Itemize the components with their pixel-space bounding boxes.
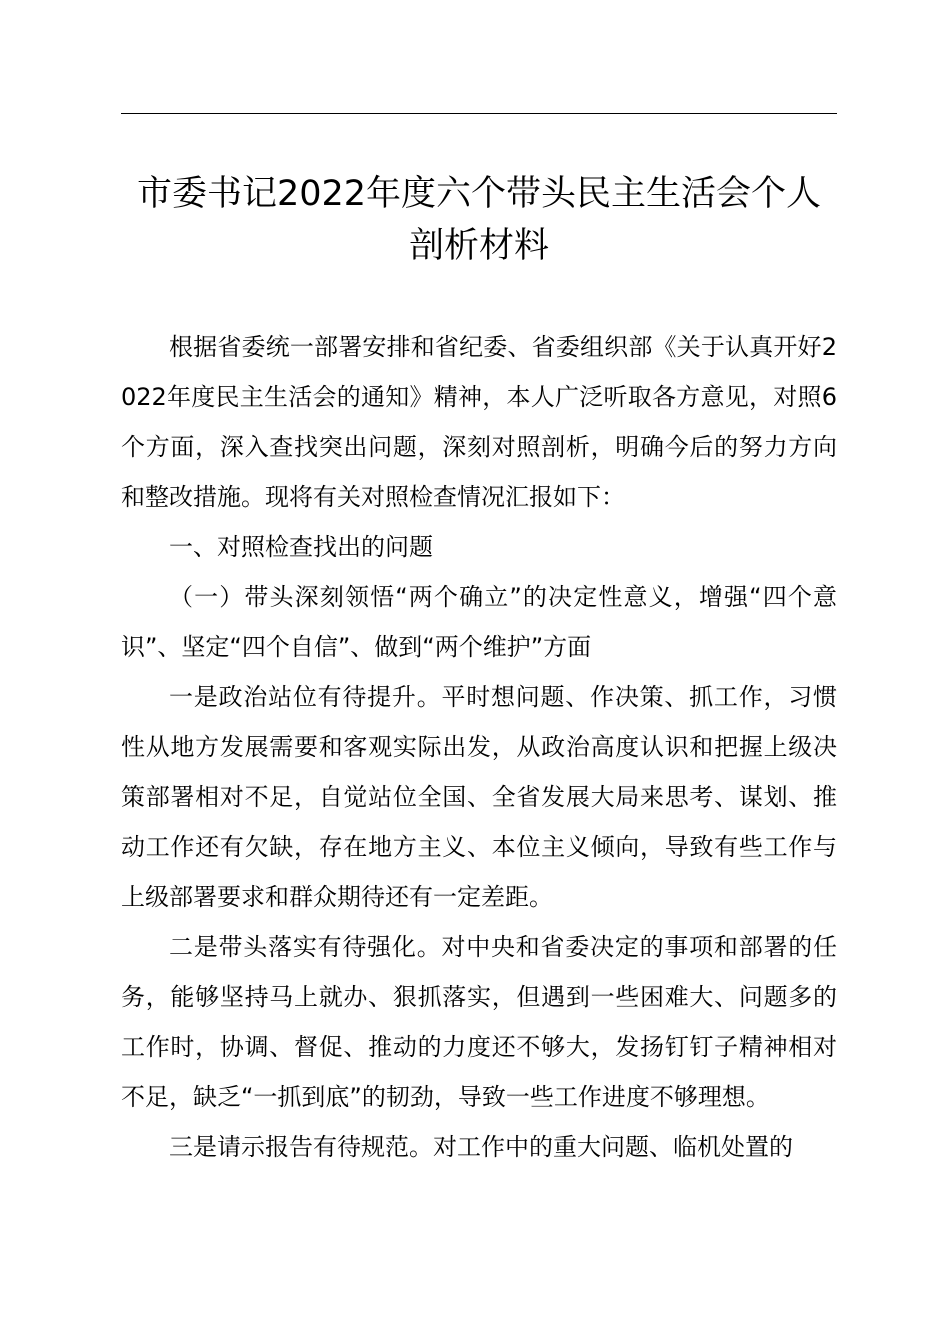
document-title-line-1: 市委书记2022年度六个带头民主生活会个人 — [136, 174, 822, 214]
body-paragraph: 二是带头落实有待强化。对中央和省委决定的事项和部署的任务，能够坚持马上就办、狠抓落实，但遇到一些困难大、问题多的工作时，协调、督促、推动的力度还不够大，发扬钉钉子精神相对不足，缺乏“一抓到底”的韧劲，导致一些工作进度不够理想。 — [121, 933, 837, 1111]
body-paragraph: 三是请示报告有待规范。对工作中的重大问题、临机处置的 — [169, 1133, 793, 1161]
body-paragraph: 一是政治站位有待提升。平时想问题、作决策、抓工作，习惯性从地方发展需要和客观实际出发，从政治高度认识和把握上级决策部署相对不足，自觉站位全国、全省发展大局来思考、谋划、推动工作还有欠缺，存在地方主义、本位主义倾向，导致有些工作与上级部署要求和群众期待还有一定差距。 — [121, 683, 837, 911]
section-heading: 一、对照检查找出的问题 — [169, 533, 433, 561]
intro-paragraph: 根据省委统一部署安排和省纪委、省委组织部《关于认真开好2022年度民主生活会的通知》精神，本人广泛听取各方意见，对照6个方面，深入查找突出问题，深刻对照剖析，明确今后的努力方向和整改措施。现将有关对照检查情况汇报如下： — [121, 333, 837, 511]
header-rule — [121, 113, 837, 114]
subsection-heading: （一）带头深刻领悟“两个确立”的决定性意义，增强“四个意识”、坚定“四个自信”、做到“两个维护”方面 — [121, 583, 837, 661]
document-body — [121, 322, 837, 1172]
document-title — [121, 168, 837, 272]
document-title-line-2: 剖析材料 — [408, 226, 549, 266]
